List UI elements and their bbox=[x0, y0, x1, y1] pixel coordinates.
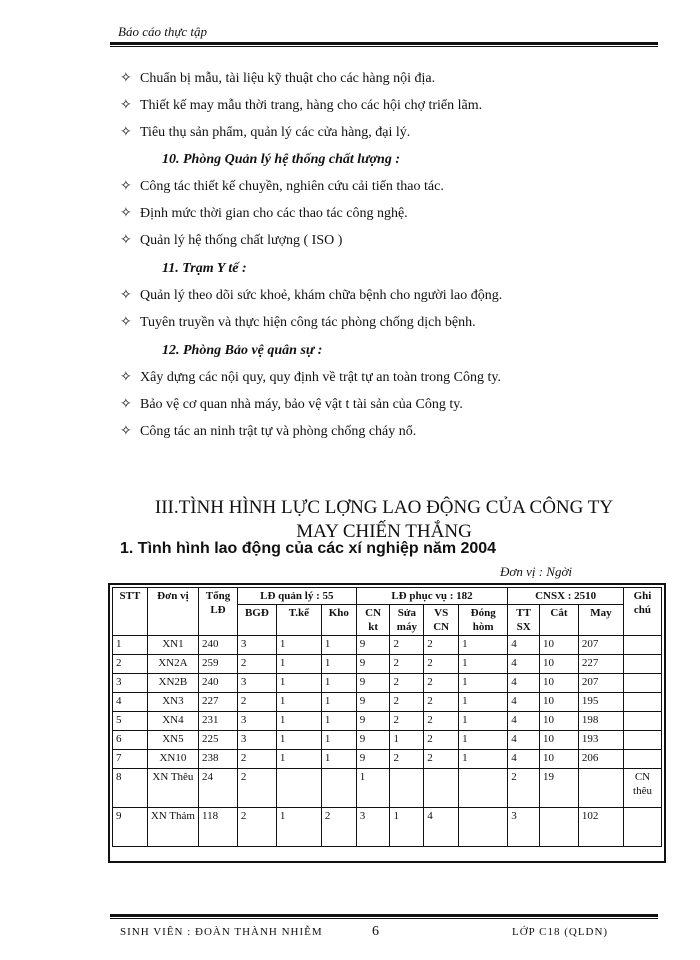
table-cell: 4 bbox=[508, 712, 540, 731]
table-cell: 9 bbox=[356, 636, 390, 655]
table-cell: XN1 bbox=[147, 636, 198, 655]
table-cell: 9 bbox=[356, 731, 390, 750]
table-row bbox=[113, 693, 662, 712]
bullet-item: ✧ Chuẩn bị mẫu, tài liệu kỹ thuật cho các hàng nội địa. bbox=[120, 71, 436, 86]
col-header-sub: Cắt bbox=[540, 605, 579, 636]
table-cell bbox=[424, 769, 459, 808]
table-cell: 2 bbox=[237, 750, 276, 769]
table-cell bbox=[459, 769, 508, 808]
table-header-row bbox=[113, 588, 662, 605]
table-cell: 1 bbox=[390, 731, 424, 750]
table-row bbox=[113, 808, 662, 847]
bullet-icon: ✧ bbox=[120, 288, 132, 303]
table-cell: 2 bbox=[424, 712, 459, 731]
table-cell: 2 bbox=[237, 693, 276, 712]
table-cell: 1 bbox=[276, 731, 321, 750]
col-header-sub: BGĐ bbox=[237, 605, 276, 636]
bullet-icon: ✧ bbox=[120, 424, 132, 439]
table-cell: 1 bbox=[459, 731, 508, 750]
bullet-item: ✧ Bảo vệ cơ quan nhà máy, bảo vệ vật t tài sản của Công ty. bbox=[120, 397, 463, 412]
table-cell: 1 bbox=[459, 712, 508, 731]
section-heading-quality: 10. Phòng Quản lý hệ thống chất lượng : bbox=[162, 152, 400, 167]
table-cell: 10 bbox=[540, 750, 579, 769]
table-cell: 2 bbox=[390, 750, 424, 769]
bullet-item: ✧ Quản lý hệ thống chất lượng ( ISO ) bbox=[120, 233, 343, 248]
table-cell: XN5 bbox=[147, 731, 198, 750]
col-header-sub: VS CN bbox=[424, 605, 459, 636]
footer-student: SINH VIÊN : ĐOÀN THÀNH NHIỄM bbox=[120, 926, 323, 938]
table-cell: 2 bbox=[390, 674, 424, 693]
table-cell: 4 bbox=[508, 636, 540, 655]
table-cell: 206 bbox=[578, 750, 623, 769]
table-cell: 9 bbox=[356, 712, 390, 731]
table-cell: 9 bbox=[356, 674, 390, 693]
table-heading: 1. Tình hình lao động của các xí nghiệp năm 2004 bbox=[120, 540, 497, 557]
table-row bbox=[113, 750, 662, 769]
table-cell: 2 bbox=[321, 808, 356, 847]
table-cell: 3 bbox=[237, 636, 276, 655]
bullet-item: ✧ Định mức thời gian cho các thao tác công nghệ. bbox=[120, 206, 408, 221]
table-cell: 9 bbox=[356, 750, 390, 769]
table-cell: 7 bbox=[113, 750, 148, 769]
table-cell: 4 bbox=[508, 674, 540, 693]
table-cell: 1 bbox=[276, 808, 321, 847]
table-cell: 4 bbox=[508, 693, 540, 712]
col-header-service: LĐ phục vụ : 182 bbox=[356, 588, 508, 605]
bullet-icon: ✧ bbox=[120, 179, 132, 194]
table-cell: 1 bbox=[276, 693, 321, 712]
table-cell bbox=[321, 769, 356, 808]
table-cell: 2 bbox=[424, 731, 459, 750]
table-cell: 4 bbox=[508, 750, 540, 769]
table-cell: 2 bbox=[237, 769, 276, 808]
table-cell: 3 bbox=[237, 731, 276, 750]
col-header-sub: CN kt bbox=[356, 605, 390, 636]
table-cell: 2 bbox=[390, 712, 424, 731]
table-cell: 1 bbox=[321, 693, 356, 712]
table-cell: 227 bbox=[578, 655, 623, 674]
table-cell: 2 bbox=[424, 674, 459, 693]
table-cell bbox=[623, 750, 661, 769]
table-cell: 4 bbox=[508, 655, 540, 674]
table-cell: 1 bbox=[276, 655, 321, 674]
footer-rule-thin bbox=[110, 918, 658, 919]
table-cell: 1 bbox=[356, 769, 390, 808]
table-cell: 118 bbox=[199, 808, 238, 847]
table-cell bbox=[623, 808, 661, 847]
table-cell bbox=[390, 769, 424, 808]
bullet-icon: ✧ bbox=[120, 315, 132, 330]
bullet-item: ✧ Tiêu thụ sản phẩm, quản lý các cửa hàng, đại lý. bbox=[120, 125, 411, 140]
table-cell: 9 bbox=[356, 655, 390, 674]
table-body bbox=[113, 636, 662, 847]
col-header-unit: Đơn vị bbox=[147, 588, 198, 636]
col-header-production: CNSX : 2510 bbox=[508, 588, 624, 605]
table-cell bbox=[623, 655, 661, 674]
table-cell: XN Thêu bbox=[147, 769, 198, 808]
table-cell: 5 bbox=[113, 712, 148, 731]
unit-note: Đơn vị : Ngời bbox=[500, 564, 573, 579]
table-cell: XN10 bbox=[147, 750, 198, 769]
bullet-item: ✧ Công tác an ninh trật tự và phòng chống cháy nổ. bbox=[120, 424, 417, 439]
table-cell: 1 bbox=[276, 636, 321, 655]
table-row bbox=[113, 769, 662, 808]
table-cell: 1 bbox=[390, 808, 424, 847]
table-cell bbox=[623, 731, 661, 750]
bullet-icon: ✧ bbox=[120, 370, 132, 385]
table-cell: 3 bbox=[237, 712, 276, 731]
bullet-item: ✧ Công tác thiết kế chuyền, nghiên cứu cải tiến thao tác. bbox=[120, 179, 444, 194]
table-cell: 10 bbox=[540, 693, 579, 712]
table-cell: 1 bbox=[459, 655, 508, 674]
bullet-icon: ✧ bbox=[120, 397, 132, 412]
section-heading-medical: 11. Trạm Y tế : bbox=[162, 261, 247, 276]
table-cell: XN4 bbox=[147, 712, 198, 731]
col-header-sub: May bbox=[578, 605, 623, 636]
table-cell: 2 bbox=[424, 636, 459, 655]
table-cell: 3 bbox=[508, 808, 540, 847]
table-cell: 2 bbox=[113, 655, 148, 674]
table-cell: 225 bbox=[199, 731, 238, 750]
table-cell: 3 bbox=[237, 674, 276, 693]
table-cell: 3 bbox=[113, 674, 148, 693]
table-row bbox=[113, 674, 662, 693]
table-cell: 227 bbox=[199, 693, 238, 712]
table-cell: 24 bbox=[199, 769, 238, 808]
table-cell: 2 bbox=[508, 769, 540, 808]
table-cell: 1 bbox=[276, 712, 321, 731]
table-cell: 2 bbox=[390, 655, 424, 674]
table-cell: 1 bbox=[321, 750, 356, 769]
table-cell: 1 bbox=[459, 636, 508, 655]
table-cell: 1 bbox=[276, 750, 321, 769]
table-cell: 1 bbox=[459, 674, 508, 693]
table-cell: 1 bbox=[276, 674, 321, 693]
table-row bbox=[113, 636, 662, 655]
table-cell: XN Thảm bbox=[147, 808, 198, 847]
table-cell: 207 bbox=[578, 674, 623, 693]
header-rule-thin bbox=[110, 46, 658, 47]
table-cell: 193 bbox=[578, 731, 623, 750]
table-cell: 8 bbox=[113, 769, 148, 808]
table-cell: 6 bbox=[113, 731, 148, 750]
bullet-item: ✧ Tuyên truyền và thực hiện công tác phòng chống dịch bệnh. bbox=[120, 315, 476, 330]
table-cell: 1 bbox=[321, 712, 356, 731]
table-cell: 240 bbox=[199, 636, 238, 655]
table-cell bbox=[276, 769, 321, 808]
table-cell: 1 bbox=[321, 636, 356, 655]
chapter-title-line2: MAY CHIẾN THẮNG bbox=[296, 521, 472, 542]
table-cell: 2 bbox=[424, 655, 459, 674]
table-cell: 10 bbox=[540, 674, 579, 693]
table-cell: 240 bbox=[199, 674, 238, 693]
table-cell: 231 bbox=[199, 712, 238, 731]
table-cell: 4 bbox=[508, 731, 540, 750]
table-cell bbox=[623, 712, 661, 731]
table-cell: 1 bbox=[321, 655, 356, 674]
table-cell: 10 bbox=[540, 636, 579, 655]
bullet-icon: ✧ bbox=[120, 98, 132, 113]
table-cell: 10 bbox=[540, 655, 579, 674]
header-rule bbox=[110, 42, 658, 45]
table-cell: XN3 bbox=[147, 693, 198, 712]
chapter-title-line1: III.TÌNH HÌNH LỰC LỢNG LAO ĐỘNG CỦA CÔNG TY bbox=[154, 497, 614, 518]
table-cell bbox=[578, 769, 623, 808]
page-number: 6 bbox=[372, 924, 379, 939]
table-cell: 1 bbox=[459, 750, 508, 769]
table-cell bbox=[623, 674, 661, 693]
col-header-note: Ghi chú bbox=[623, 588, 661, 636]
table-cell bbox=[623, 693, 661, 712]
bullet-icon: ✧ bbox=[120, 233, 132, 248]
bullet-item: ✧ Thiết kế may mẫu thời trang, hàng cho các hội chợ triển lãm. bbox=[120, 98, 483, 113]
table-cell: 2 bbox=[424, 750, 459, 769]
table-cell: 2 bbox=[237, 808, 276, 847]
table-cell bbox=[623, 636, 661, 655]
bullet-icon: ✧ bbox=[120, 71, 132, 86]
table-cell: 9 bbox=[356, 693, 390, 712]
table-row bbox=[113, 655, 662, 674]
col-header-sub: TT SX bbox=[508, 605, 540, 636]
table-cell bbox=[459, 808, 508, 847]
table-cell: XN2A bbox=[147, 655, 198, 674]
table-cell: 259 bbox=[199, 655, 238, 674]
table-cell: 207 bbox=[578, 636, 623, 655]
section-heading-security: 12. Phòng Bảo vệ quân sự : bbox=[162, 343, 323, 358]
bullet-icon: ✧ bbox=[120, 125, 132, 140]
table-cell: 1 bbox=[321, 674, 356, 693]
table-cell: XN2B bbox=[147, 674, 198, 693]
table-cell: 10 bbox=[540, 731, 579, 750]
table-cell: CN thêu bbox=[623, 769, 661, 808]
table-row bbox=[113, 731, 662, 750]
table-cell: 2 bbox=[390, 693, 424, 712]
col-header-stt: STT bbox=[113, 588, 148, 636]
table-cell: 1 bbox=[321, 731, 356, 750]
table-cell: 4 bbox=[113, 693, 148, 712]
bullet-item: ✧ Xây dựng các nội quy, quy định về trật tự an toàn trong Công ty. bbox=[120, 370, 501, 385]
table-cell: 102 bbox=[578, 808, 623, 847]
col-header-sub: Kho bbox=[321, 605, 356, 636]
bullet-icon: ✧ bbox=[120, 206, 132, 221]
table-cell: 3 bbox=[356, 808, 390, 847]
table-cell: 1 bbox=[113, 636, 148, 655]
table-cell: 9 bbox=[113, 808, 148, 847]
report-header-title: Báo cáo thực tập bbox=[118, 24, 208, 39]
table-cell: 10 bbox=[540, 712, 579, 731]
bullet-item: ✧ Quản lý theo dõi sức khoẻ, khám chữa bệnh cho người lao động. bbox=[120, 288, 503, 303]
labour-table-frame bbox=[108, 583, 666, 863]
table-cell bbox=[540, 808, 579, 847]
table-cell: 2 bbox=[390, 636, 424, 655]
table-cell: 195 bbox=[578, 693, 623, 712]
table-row bbox=[113, 712, 662, 731]
footer-rule bbox=[110, 914, 658, 917]
col-header-sub: Đóng hòm bbox=[459, 605, 508, 636]
table-cell: 19 bbox=[540, 769, 579, 808]
table-cell: 238 bbox=[199, 750, 238, 769]
labour-table bbox=[112, 587, 662, 847]
col-header-management: LĐ quản lý : 55 bbox=[237, 588, 356, 605]
col-header-total: Tổng LĐ bbox=[199, 588, 238, 636]
table-cell: 198 bbox=[578, 712, 623, 731]
col-header-sub: T.kế bbox=[276, 605, 321, 636]
col-header-sub: Sửa máy bbox=[390, 605, 424, 636]
table-cell: 2 bbox=[424, 693, 459, 712]
footer-class: LỚP C18 (QLDN) bbox=[512, 926, 609, 938]
table-cell: 1 bbox=[459, 693, 508, 712]
table-cell: 2 bbox=[237, 655, 276, 674]
table-cell: 4 bbox=[424, 808, 459, 847]
